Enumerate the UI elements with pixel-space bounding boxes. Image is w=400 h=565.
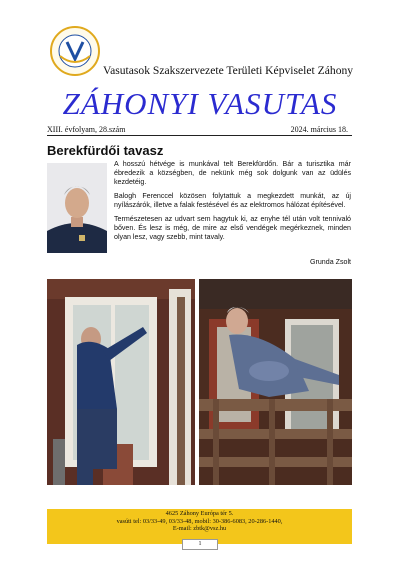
union-logo [50,26,100,76]
footer-phones: vasúti tel: 03/33-49, 03/33-48, mobil: 30-386-6083, 20-286-1440, [116,517,283,525]
page-number: 1 [182,539,218,550]
photo-painting-window [47,279,195,485]
organization-name: Vasutasok Szakszervezete Területi Képviselet Záhony [103,64,354,77]
issue-number: XIII. évfolyam, 28.szám [47,125,126,134]
issue-date: 2024. március 18. [290,125,348,134]
article-byline: Grunda Zsolt [309,258,351,266]
article-paragraph-3: Természetesen az udvart sem hagytuk ki, az enyhe tél után volt tennivaló bőven. És lesz is még, de mire az első vendégek megérkeznek, minden olyan lesz, vagy szebb, mint tavaly. [114,215,351,241]
article-headline: Berekfürdői tavasz [47,143,164,158]
issue-line [47,125,352,136]
footer-address: 4625 Záhony Európa tér 5. [165,510,234,517]
masthead-title: ZÁHONYI VASUTAS [62,86,338,121]
article-body [114,160,351,247]
article-paragraph-1: A hosszú hétvége is munkával telt Berekfürdőn. Bár a turisztika már ébredezik a községben, de nekünk még sok dolgunk van az üdülés kezdetéig. [114,160,351,186]
photo-sanding-railing [199,279,352,485]
author-portrait [47,163,107,253]
article-paragraph-2: Balogh Ferenccel közösen folytattuk a megkezdett munkát, az új nyílászárók, illetve a falak festésével és az elektromos hálózat építésével. [114,192,351,209]
footer-email[interactable]: E-mail: zbtk@vsz.hu [172,525,227,533]
